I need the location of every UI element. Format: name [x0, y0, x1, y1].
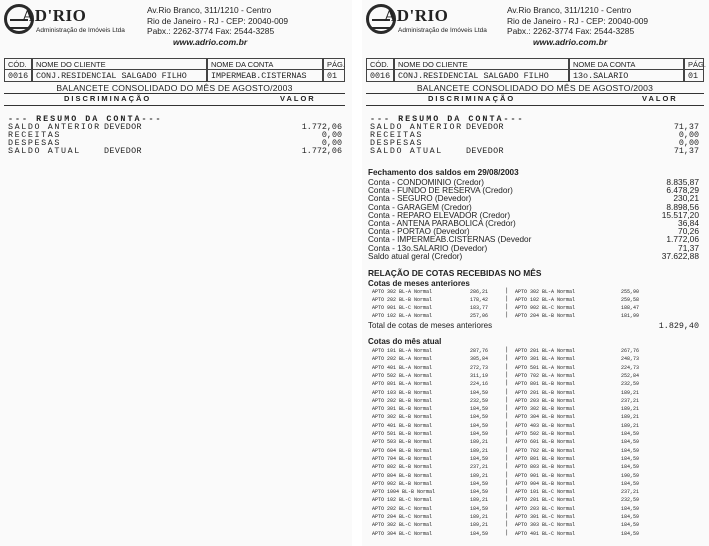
quota-unit-a: APTO 204 BL-C Normal: [372, 514, 433, 520]
summary-label: DESPESAS: [8, 138, 62, 148]
quota-unit-a: APTO 202 BL-B Normal: [372, 297, 433, 303]
summary-value: 71,37: [673, 122, 699, 132]
summary-label: RECEITAS: [8, 130, 62, 140]
quota-unit-a: APTO 202 BL-C Normal: [372, 505, 433, 512]
closing-balance-label: Conta - 13o.SALARIO (Devedor): [368, 243, 488, 253]
page-value: 01: [684, 69, 704, 82]
quota-value-a: 232,59: [470, 397, 489, 404]
quota-unit-a: APTO 401 BL-B Normal: [372, 422, 433, 429]
summary-status: DEVEDOR: [466, 146, 504, 156]
balances-closing-heading: Fechamento dos saldos em 29/08/2003: [368, 168, 519, 177]
quota-unit-b: APTO 101 BL-C Normal: [515, 489, 576, 496]
summary-label: SALDO ANTERIOR: [8, 122, 101, 132]
logo-subtitle: Administração de Imóveis Ltda: [398, 27, 487, 34]
quota-separator: |: [506, 430, 508, 436]
quota-unit-a: APTO 202 BL-B Normal: [372, 397, 433, 404]
quota-separator: |: [506, 438, 508, 445]
summary-status: DEVEDOR: [104, 146, 142, 156]
quota-unit-b: APTO 803 BL-B Normal: [515, 464, 576, 471]
quota-value-b: 267,76: [621, 348, 640, 354]
quota-unit-a: APTO 902 BL-B Normal: [372, 480, 433, 487]
summary-value: 1.772,06: [301, 146, 342, 156]
closing-balance-label: Saldo atual geral (Credor): [368, 251, 463, 261]
statement-title: BALANCETE CONSOLIDADO DO MÊS DE AGOSTO/2003: [56, 83, 293, 93]
quota-separator: |: [506, 405, 508, 412]
quota-separator: |: [506, 380, 508, 387]
statement-title: BALANCETE CONSOLIDADO DO MÊS DE AGOSTO/2003: [416, 83, 654, 93]
summary-label: RECEITAS: [370, 130, 424, 140]
quota-value-b: 189,21: [621, 422, 640, 429]
quota-value-b: 224,73: [621, 364, 640, 371]
closing-balance-value: 8.835,87: [666, 177, 699, 187]
summary-value: 0,00: [678, 138, 699, 148]
quota-unit-b: APTO 702 BL-B Normal: [515, 447, 576, 454]
quota-unit-b: APTO 401 BL-C Normal: [515, 530, 576, 537]
quota-value-b: 184,59: [621, 455, 640, 462]
logo-subtitle: Administração de Imóveis Ltda: [36, 27, 125, 34]
quota-value-b: 184,59: [621, 522, 640, 529]
quota-value-a: 184,59: [470, 389, 489, 396]
quota-unit-b: APTO 301 BL-C Normal: [515, 514, 576, 520]
account-summary-heading: --- RESUMO DA CONTA---: [8, 114, 163, 124]
quota-unit-a: APTO 102 BL-C Normal: [372, 497, 433, 504]
summary-value: 0,00: [321, 130, 342, 140]
quota-unit-b: APTO 901 BL-B Normal: [515, 472, 576, 479]
quota-unit-b: APTO 203 BL-B Normal: [515, 397, 576, 404]
quota-unit-a: APTO 804 BL-B Normal: [372, 472, 433, 479]
quota-unit-a: APTO 503 BL-B Normal: [372, 439, 433, 446]
company-address: [507, 5, 648, 47]
quota-value-b: 232,59: [621, 381, 640, 388]
quota-unit-b: APTO 201 BL-B Normal: [515, 389, 576, 396]
quota-unit-b: APTO 204 BL-B Normal: [515, 313, 576, 319]
quota-value-a: 184,59: [470, 505, 489, 512]
closing-balance-label: Conta - REPARO ELEVADOR (Credor): [368, 210, 511, 220]
closing-balance-value: 70,26: [678, 226, 699, 237]
quota-value-a: 178,42: [470, 297, 489, 303]
quota-separator: |: [506, 463, 508, 470]
quota-value-b: 188,47: [621, 305, 640, 311]
page-label: PÁG.: [684, 58, 704, 70]
quota-unit-b: APTO 201 BL-C Normal: [515, 497, 576, 504]
quota-separator: |: [506, 488, 508, 495]
quota-separator: |: [506, 521, 508, 528]
closing-balance-value: 230,21: [673, 193, 699, 204]
quota-value-a: 184,59: [470, 455, 489, 462]
address-line-2: Rio de Janeiro - RJ - CEP: 20040-009: [147, 15, 289, 26]
quota-unit-a: APTO 101 BL-A Normal: [372, 348, 433, 354]
summary-value: 71,37: [673, 146, 699, 156]
quota-value-a: 257,06: [470, 313, 489, 319]
quota-value-b: 181,99: [621, 313, 640, 319]
previous-months-total-label: Total de cotas de meses anteriores: [368, 321, 493, 330]
quota-separator: |: [506, 504, 508, 511]
summary-value: 0,00: [321, 138, 342, 148]
quota-separator: |: [506, 446, 508, 453]
quota-value-a: 184,59: [470, 431, 489, 437]
valor-header: VALOR: [280, 94, 316, 103]
quota-value-b: 184,59: [621, 530, 640, 537]
quota-unit-b: APTO 601 BL-B Normal: [515, 439, 576, 446]
valor-header: VALOR: [642, 94, 678, 103]
quota-value-a: 311,19: [470, 372, 489, 379]
quota-unit-a: APTO 704 BL-B Normal: [372, 455, 433, 462]
closing-balance-value: 6.478,29: [666, 185, 699, 196]
closing-balance-label: Conta - SEGURO (Devedor): [368, 194, 472, 204]
quota-value-b: 248,73: [621, 356, 640, 363]
quota-unit-b: APTO 301 BL-A Normal: [515, 356, 576, 363]
left-statement-page: [0, 0, 352, 546]
quota-unit-b: APTO 902 BL-C Normal: [515, 305, 576, 311]
quota-separator: |: [506, 421, 508, 428]
quota-value-a: 184,59: [470, 530, 489, 537]
quota-value-a: 286,21: [470, 289, 489, 295]
quota-unit-b: APTO 801 BL-B Normal: [515, 455, 576, 462]
quota-value-a: 189,21: [470, 497, 489, 504]
address-line-1: Av.Rio Branco, 311/1210 - Centro: [507, 5, 632, 15]
quota-value-b: 259,58: [621, 297, 640, 303]
quota-separator: |: [506, 288, 508, 294]
website-link[interactable]: www.adrio.com.br: [173, 36, 248, 47]
closing-balance-value: 36,84: [678, 218, 699, 228]
summary-status: DEVEDOR: [104, 122, 142, 132]
current-month-heading: Cotas do mês atual: [368, 337, 442, 346]
quota-separator: |: [506, 312, 508, 318]
quota-separator: |: [506, 454, 508, 461]
quota-unit-a: APTO 301 BL-B Normal: [372, 406, 433, 413]
quota-unit-b: APTO 303 BL-C Normal: [515, 522, 576, 529]
quota-separator: |: [506, 363, 508, 370]
quota-value-b: 237,21: [621, 397, 640, 404]
closing-balance-value: 71,37: [678, 242, 699, 253]
quota-value-b: 237,21: [621, 489, 640, 496]
quota-unit-a: APTO 304 BL-C Normal: [372, 530, 433, 537]
right-statement-page: [362, 0, 709, 546]
summary-label: SALDO ATUAL: [370, 146, 443, 156]
quota-separator: |: [506, 355, 508, 362]
closing-balance-label: Conta - GARAGEM (Credor): [368, 202, 472, 212]
quota-unit-a: APTO 302 BL-B Normal: [372, 414, 433, 421]
closing-balance-label: Conta - CONDOMINIO (Credor): [368, 178, 485, 187]
closing-balance-label: Conta - IMPERMEAB.CISTERNAS (Devedor: [368, 235, 532, 245]
quota-unit-a: APTO 901 BL-C Normal: [372, 305, 433, 311]
quota-value-a: 189,21: [470, 472, 489, 479]
account-name-value: IMPERMEAB.CISTERNAS: [207, 69, 323, 82]
quota-unit-a: APTO 202 BL-A Normal: [372, 356, 433, 363]
company-logo: [366, 2, 504, 42]
client-name-value: CONJ.RESIDENCIAL SALGADO FILHO: [32, 69, 207, 82]
company-logo: [4, 2, 142, 42]
quota-unit-b: APTO 801 BL-B Normal: [515, 381, 576, 388]
closing-balance-value: 1.772,06: [666, 234, 699, 245]
quota-unit-a: APTO 102 BL-A Normal: [372, 313, 433, 319]
quota-separator: |: [506, 396, 508, 403]
summary-label: SALDO ATUAL: [8, 146, 81, 156]
quota-value-b: 189,21: [621, 406, 640, 413]
logo-name: AD'RIO: [384, 6, 449, 25]
quota-value-a: 184,59: [470, 480, 489, 487]
quota-unit-a: APTO 103 BL-B Normal: [372, 389, 433, 396]
quota-unit-b: APTO 403 BL-B Normal: [515, 422, 576, 429]
account-name-label: NOME DA CONTA: [207, 58, 323, 70]
closing-balance-value: 8.898,56: [666, 201, 699, 212]
closing-balance-value: 15.517,20: [661, 209, 699, 220]
summary-label: DESPESAS: [370, 138, 424, 148]
quota-value-a: 189,21: [470, 514, 489, 520]
summary-label: SALDO ANTERIOR: [370, 122, 463, 132]
quota-value-b: 184,59: [621, 464, 640, 471]
quota-unit-b: APTO 302 BL-A Normal: [515, 289, 576, 295]
closing-balance-label: Conta - ANTENA PARABOLICA (Credor): [368, 219, 516, 228]
quota-value-b: 190,59: [621, 472, 640, 479]
quota-value-b: 184,59: [621, 431, 640, 437]
website-link[interactable]: www.adrio.com.br: [533, 36, 608, 47]
quota-value-b: 184,59: [621, 480, 640, 487]
quota-separator: |: [506, 471, 508, 478]
quota-value-a: 189,21: [470, 439, 489, 446]
quota-value-b: 189,21: [621, 389, 640, 396]
quota-value-a: 189,21: [470, 447, 489, 454]
quota-separator: |: [506, 496, 508, 503]
page-value: 01: [323, 69, 345, 82]
letterhead: [362, 0, 709, 56]
cod-value: 0016: [4, 69, 32, 82]
quota-separator: |: [506, 304, 508, 310]
address-line-3: Pabx.: 2262-3774 Fax: 2544-3285: [147, 26, 275, 36]
quota-unit-a: APTO 1004 BL-B Normal: [372, 489, 436, 496]
account-name-value: 13o.SALARIO: [569, 69, 684, 82]
company-address: [147, 5, 288, 47]
quota-unit-b: APTO 702 BL-A Normal: [515, 372, 576, 379]
cod-value: 0016: [366, 69, 394, 82]
quotas-received-heading: RELAÇÃO DE COTAS RECEBIDAS NO MÊS: [368, 268, 542, 278]
page-label: PÁG.: [323, 58, 345, 70]
quota-unit-b: APTO 904 BL-B Normal: [515, 480, 576, 487]
quota-unit-b: APTO 304 BL-B Normal: [515, 414, 576, 421]
quota-unit-b: APTO 502 BL-B Normal: [515, 431, 576, 437]
quota-unit-a: APTO 802 BL-B Normal: [372, 464, 433, 471]
account-summary-heading: --- RESUMO DA CONTA---: [370, 114, 525, 124]
quota-separator: |: [506, 479, 508, 486]
quota-separator: |: [506, 296, 508, 302]
quota-value-b: 184,59: [621, 514, 640, 520]
quota-unit-a: APTO 502 BL-A Normal: [372, 372, 433, 379]
quota-unit-b: APTO 302 BL-B Normal: [515, 406, 576, 413]
quota-unit-b: APTO 102 BL-A Normal: [515, 297, 576, 303]
account-name-label: NOME DA CONTA: [569, 58, 684, 70]
quota-value-b: 252,84: [621, 372, 640, 379]
quota-value-a: 184,59: [470, 414, 489, 421]
quota-unit-a: APTO 302 BL-A Normal: [372, 289, 433, 295]
client-name-value: CONJ.RESIDENCIAL SALGADO FILHO: [394, 69, 569, 82]
quota-unit-a: APTO 401 BL-A Normal: [372, 364, 433, 371]
quota-value-b: 184,59: [621, 439, 640, 446]
summary-value: 0,00: [678, 130, 699, 140]
quota-unit-a: APTO 302 BL-C Normal: [372, 522, 433, 529]
quota-unit-a: APTO 801 BL-A Normal: [372, 381, 433, 388]
column-header-bar: [366, 93, 704, 106]
quota-separator: |: [506, 388, 508, 395]
closing-balance-value: 37.622,88: [661, 250, 699, 261]
client-name-label: NOME DO CLIENTE: [32, 58, 207, 70]
summary-value: 1.772,06: [301, 122, 342, 132]
quota-unit-a: APTO 604 BL-B Normal: [372, 447, 433, 454]
logo-name: AD'RIO: [22, 6, 87, 25]
client-header-values: [4, 69, 345, 82]
quota-value-a: 183,77: [470, 305, 489, 311]
quota-value-b: 255,90: [621, 289, 640, 295]
quota-value-b: 184,59: [621, 447, 640, 454]
discriminacao-header: DISCRIMINAÇÃO: [428, 94, 516, 103]
quota-unit-b: APTO 201 BL-A Normal: [515, 348, 576, 354]
letterhead: [0, 0, 352, 56]
quota-unit-b: APTO 203 BL-C Normal: [515, 505, 576, 512]
quota-value-a: 287,76: [470, 348, 489, 354]
summary-status: DEVEDOR: [466, 122, 504, 132]
quota-separator: |: [506, 413, 508, 420]
cod-label: CÓD.: [366, 58, 394, 70]
quota-value-a: 184,59: [470, 406, 489, 413]
closing-balance-label: Conta - FUNDO DE RESERVA (Credor): [368, 186, 513, 196]
quota-value-a: 237,21: [470, 464, 489, 471]
previous-months-total-value: 1.829,40: [658, 321, 699, 331]
quota-value-a: 184,59: [470, 489, 489, 496]
cod-label: CÓD.: [4, 58, 32, 70]
quota-value-a: 184,59: [470, 422, 489, 429]
address-line-2: Rio de Janeiro - RJ - CEP: 20040-009: [507, 15, 649, 26]
previous-months-heading: Cotas de meses anteriores: [368, 279, 470, 288]
client-name-label: NOME DO CLIENTE: [394, 58, 569, 70]
quota-value-a: 272,73: [470, 364, 489, 371]
quota-separator: |: [506, 371, 508, 378]
quota-unit-b: APTO 501 BL-A Normal: [515, 364, 576, 371]
quota-unit-a: APTO 501 BL-B Normal: [372, 431, 433, 437]
quota-separator: |: [506, 529, 508, 536]
quota-separator: |: [506, 513, 508, 519]
quota-separator: |: [506, 347, 508, 353]
column-header-bar: [4, 93, 345, 106]
quota-value-b: 232,59: [621, 497, 640, 504]
quota-value-a: 224,16: [470, 381, 489, 388]
client-header-values: [366, 69, 704, 82]
quota-value-a: 189,21: [470, 522, 489, 529]
closing-balance-label: Conta - PORTAO (Devedor): [368, 227, 470, 237]
quota-value-b: 189,21: [621, 414, 640, 421]
discriminacao-header: DISCRIMINAÇÃO: [64, 94, 152, 103]
address-line-3: Pabx.: 2262-3774 Fax: 2544-3285: [507, 26, 635, 36]
quota-value-a: 305,84: [470, 356, 489, 363]
address-line-1: Av.Rio Branco, 311/1210 - Centro: [147, 5, 272, 15]
quota-value-b: 184,59: [621, 505, 640, 512]
